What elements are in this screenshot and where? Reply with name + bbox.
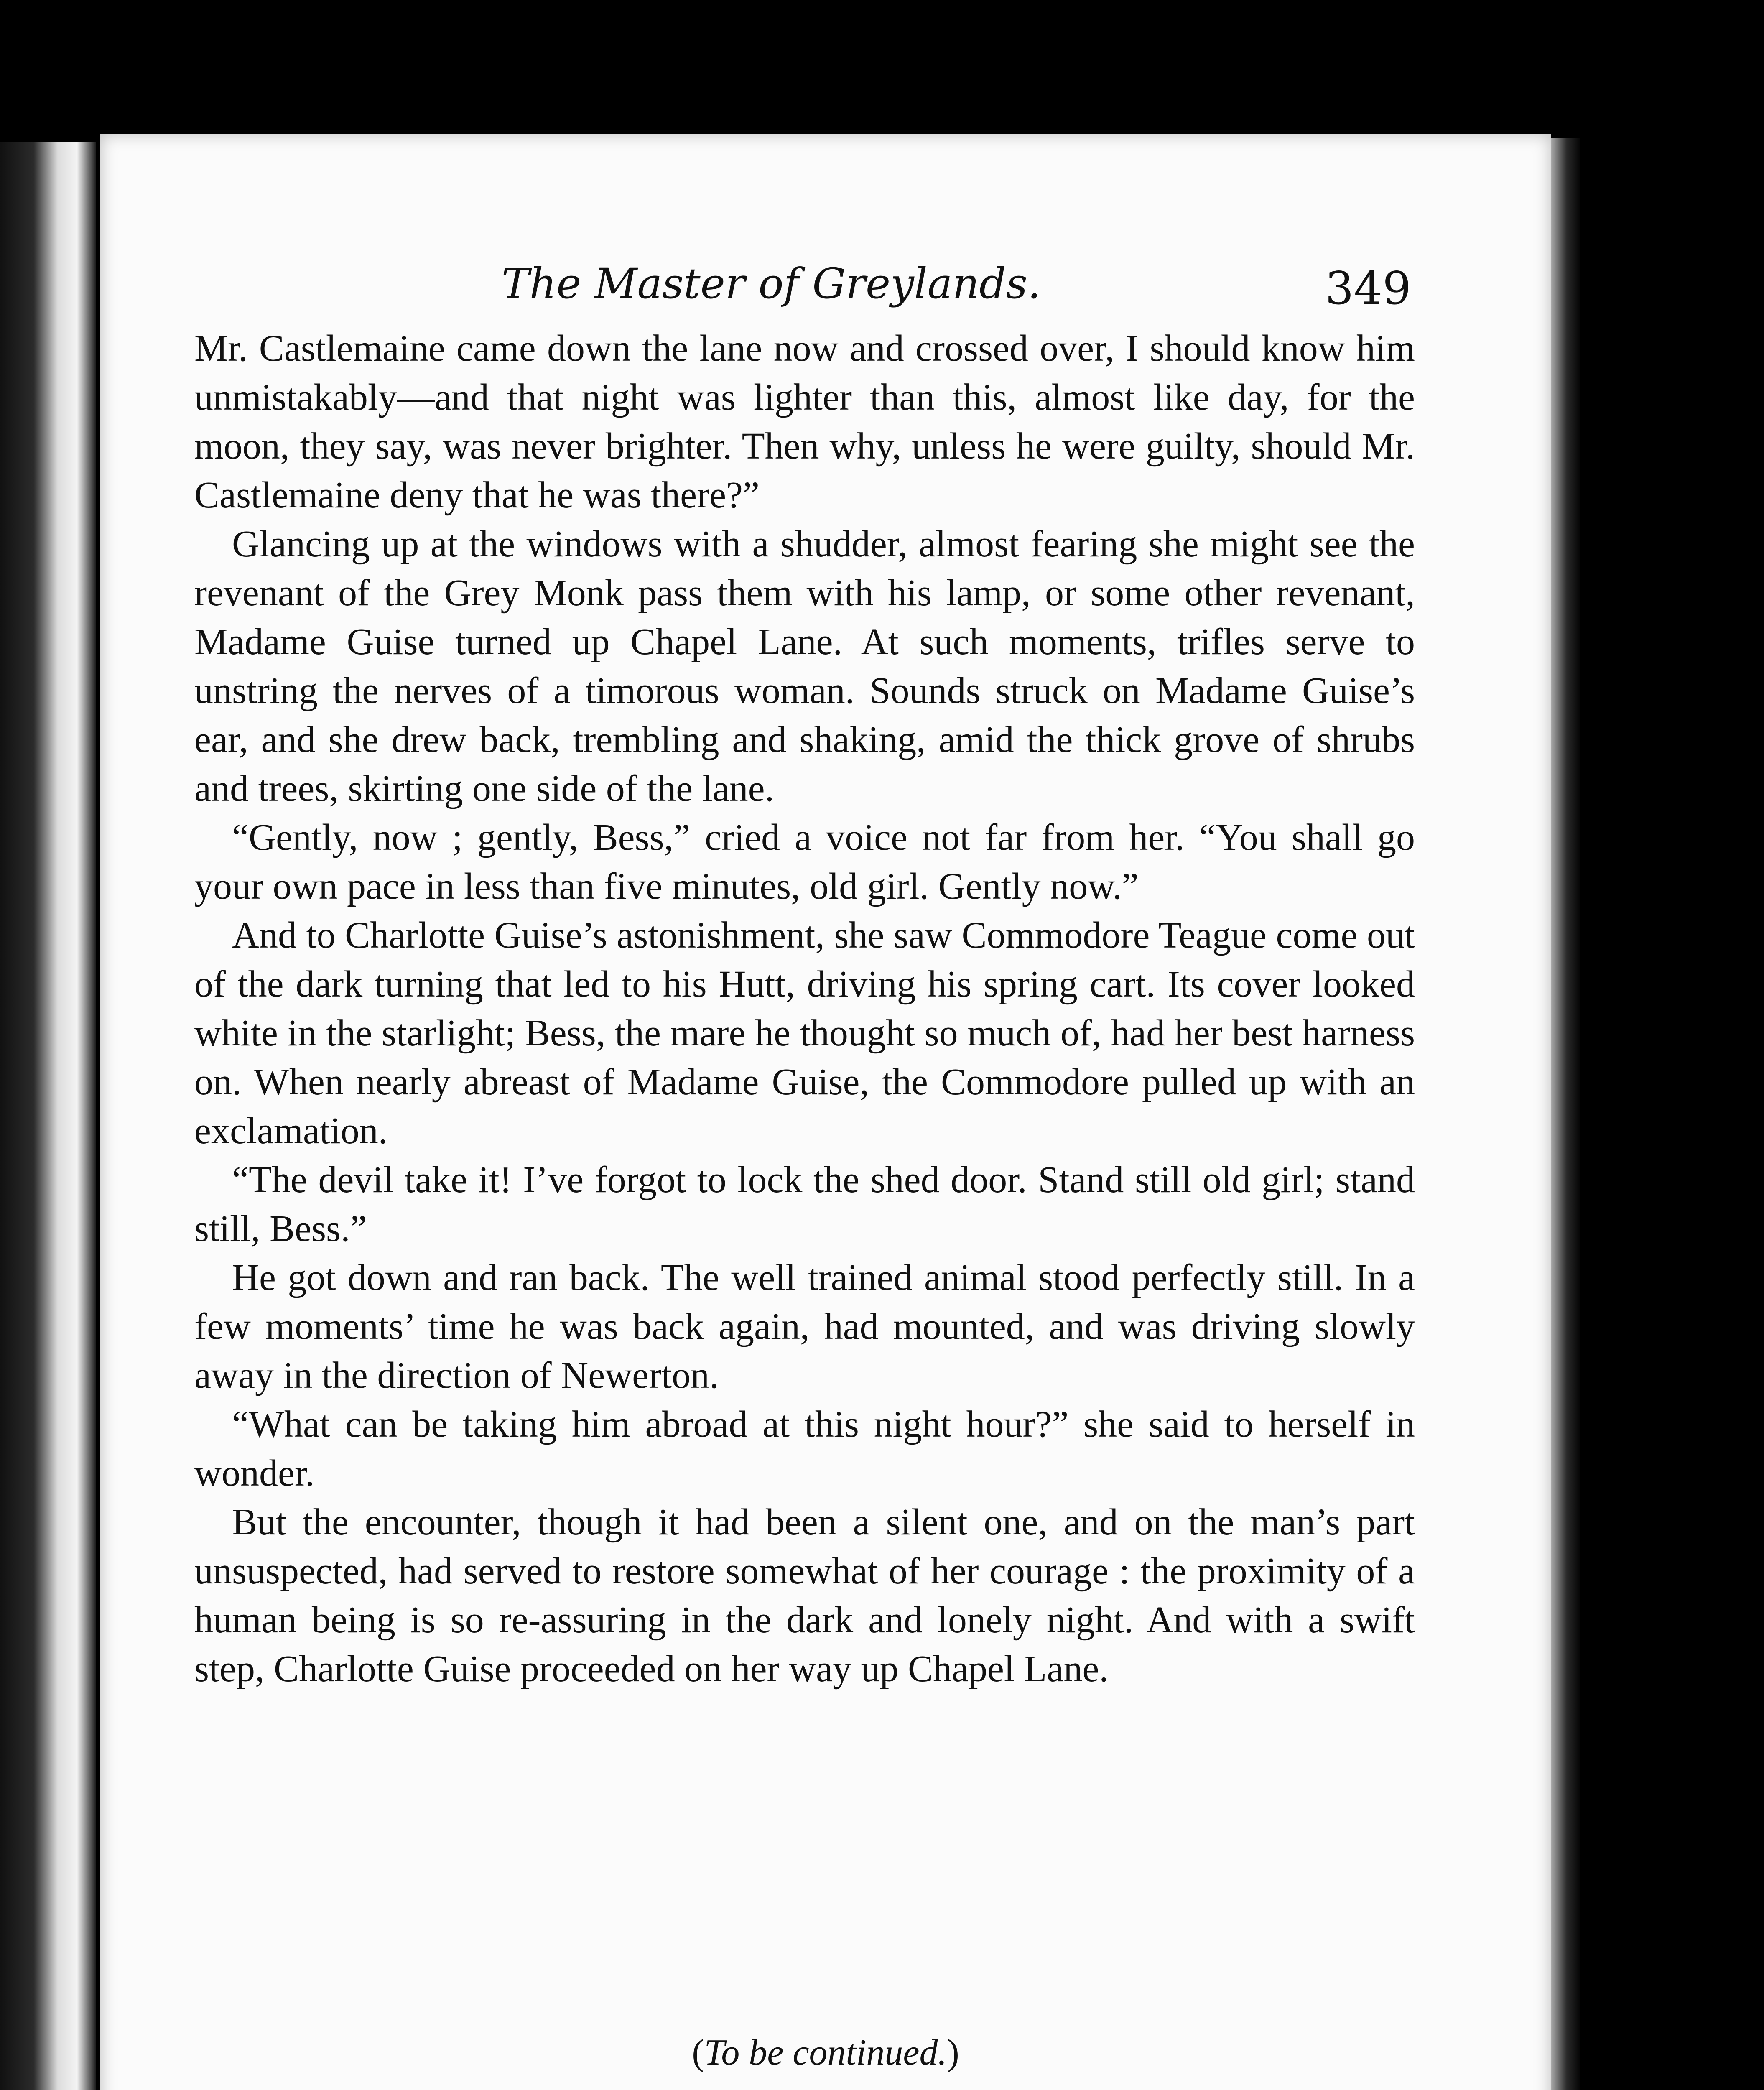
- close-paren: ): [947, 2032, 959, 2073]
- paragraph: “Gently, now ; gently, Bess,” cried a voice not far from her. “You shall go your own pace in less than five minutes, old girl. Gently now.”: [194, 817, 1415, 907]
- to-be-continued-note: [100, 2031, 1551, 2074]
- paragraph: But the encounter, though it had been a silent one, and on the man’s part unsuspected, had served to restore somewhat of her courage : the proximity of a human being is so re-assuring in the dark and lonely night. And with a swift step, Charlotte Guise proceeded on her way up Chapel Lane.: [194, 1501, 1415, 1690]
- body-text: [194, 324, 1415, 1693]
- open-paren: (: [692, 2032, 704, 2073]
- page-number: 349: [1325, 263, 1412, 315]
- continued-text: To be continued.: [704, 2032, 947, 2073]
- binding-shadow: [1547, 138, 1580, 2090]
- paragraph: “What can be taking him abroad at this night hour?” she said to herself in wonder.: [194, 1404, 1415, 1494]
- paragraph: And to Charlotte Guise’s astonishment, she saw Commodore Teague come out of the dark turning that led to his Hutt, driving his spring cart. Its cover looked white in the starlight; Bess, the mare he thought so much of, had her best harness on. When nearly abreast of Madame Guise, the Commodore pulled up with an exclamation.: [194, 915, 1415, 1152]
- running-title: The Master of Greylands.: [502, 259, 1041, 308]
- paragraph: Glancing up at the windows with a shudder, almost fearing she might see the revenant of the Grey Monk pass them with his lamp, or some other revenant, Madame Guise turned up Chapel Lane. At such moments, trifles serve to unstring the nerves of a timorous woman. Sounds struck on Madame Guise’s ear, and she drew back, trembling and shaking, amid the thick grove of shrubs and trees, skirting one side of the lane.: [194, 523, 1415, 809]
- paragraph: “The devil take it! I’ve forgot to lock the shed door. Stand still old girl; stand still, Bess.”: [194, 1159, 1415, 1249]
- page-header: [100, 259, 1551, 322]
- previous-page-edge: [0, 142, 96, 2090]
- paragraph: He got down and ran back. The well trained animal stood perfectly still. In a few moments’ time he was back again, had mounted, and was driving slowly away in the direction of Newerton.: [194, 1257, 1415, 1396]
- paragraph: Mr. Castlemaine came down the lane now and crossed over, I should know him unmistakably—and that night was lighter than this, almost like day, for the moon, they say, was never brighter. Then why, unless he were guilty, should Mr. Castlemaine deny that he was there?”: [194, 328, 1415, 516]
- book-page: [100, 134, 1551, 2090]
